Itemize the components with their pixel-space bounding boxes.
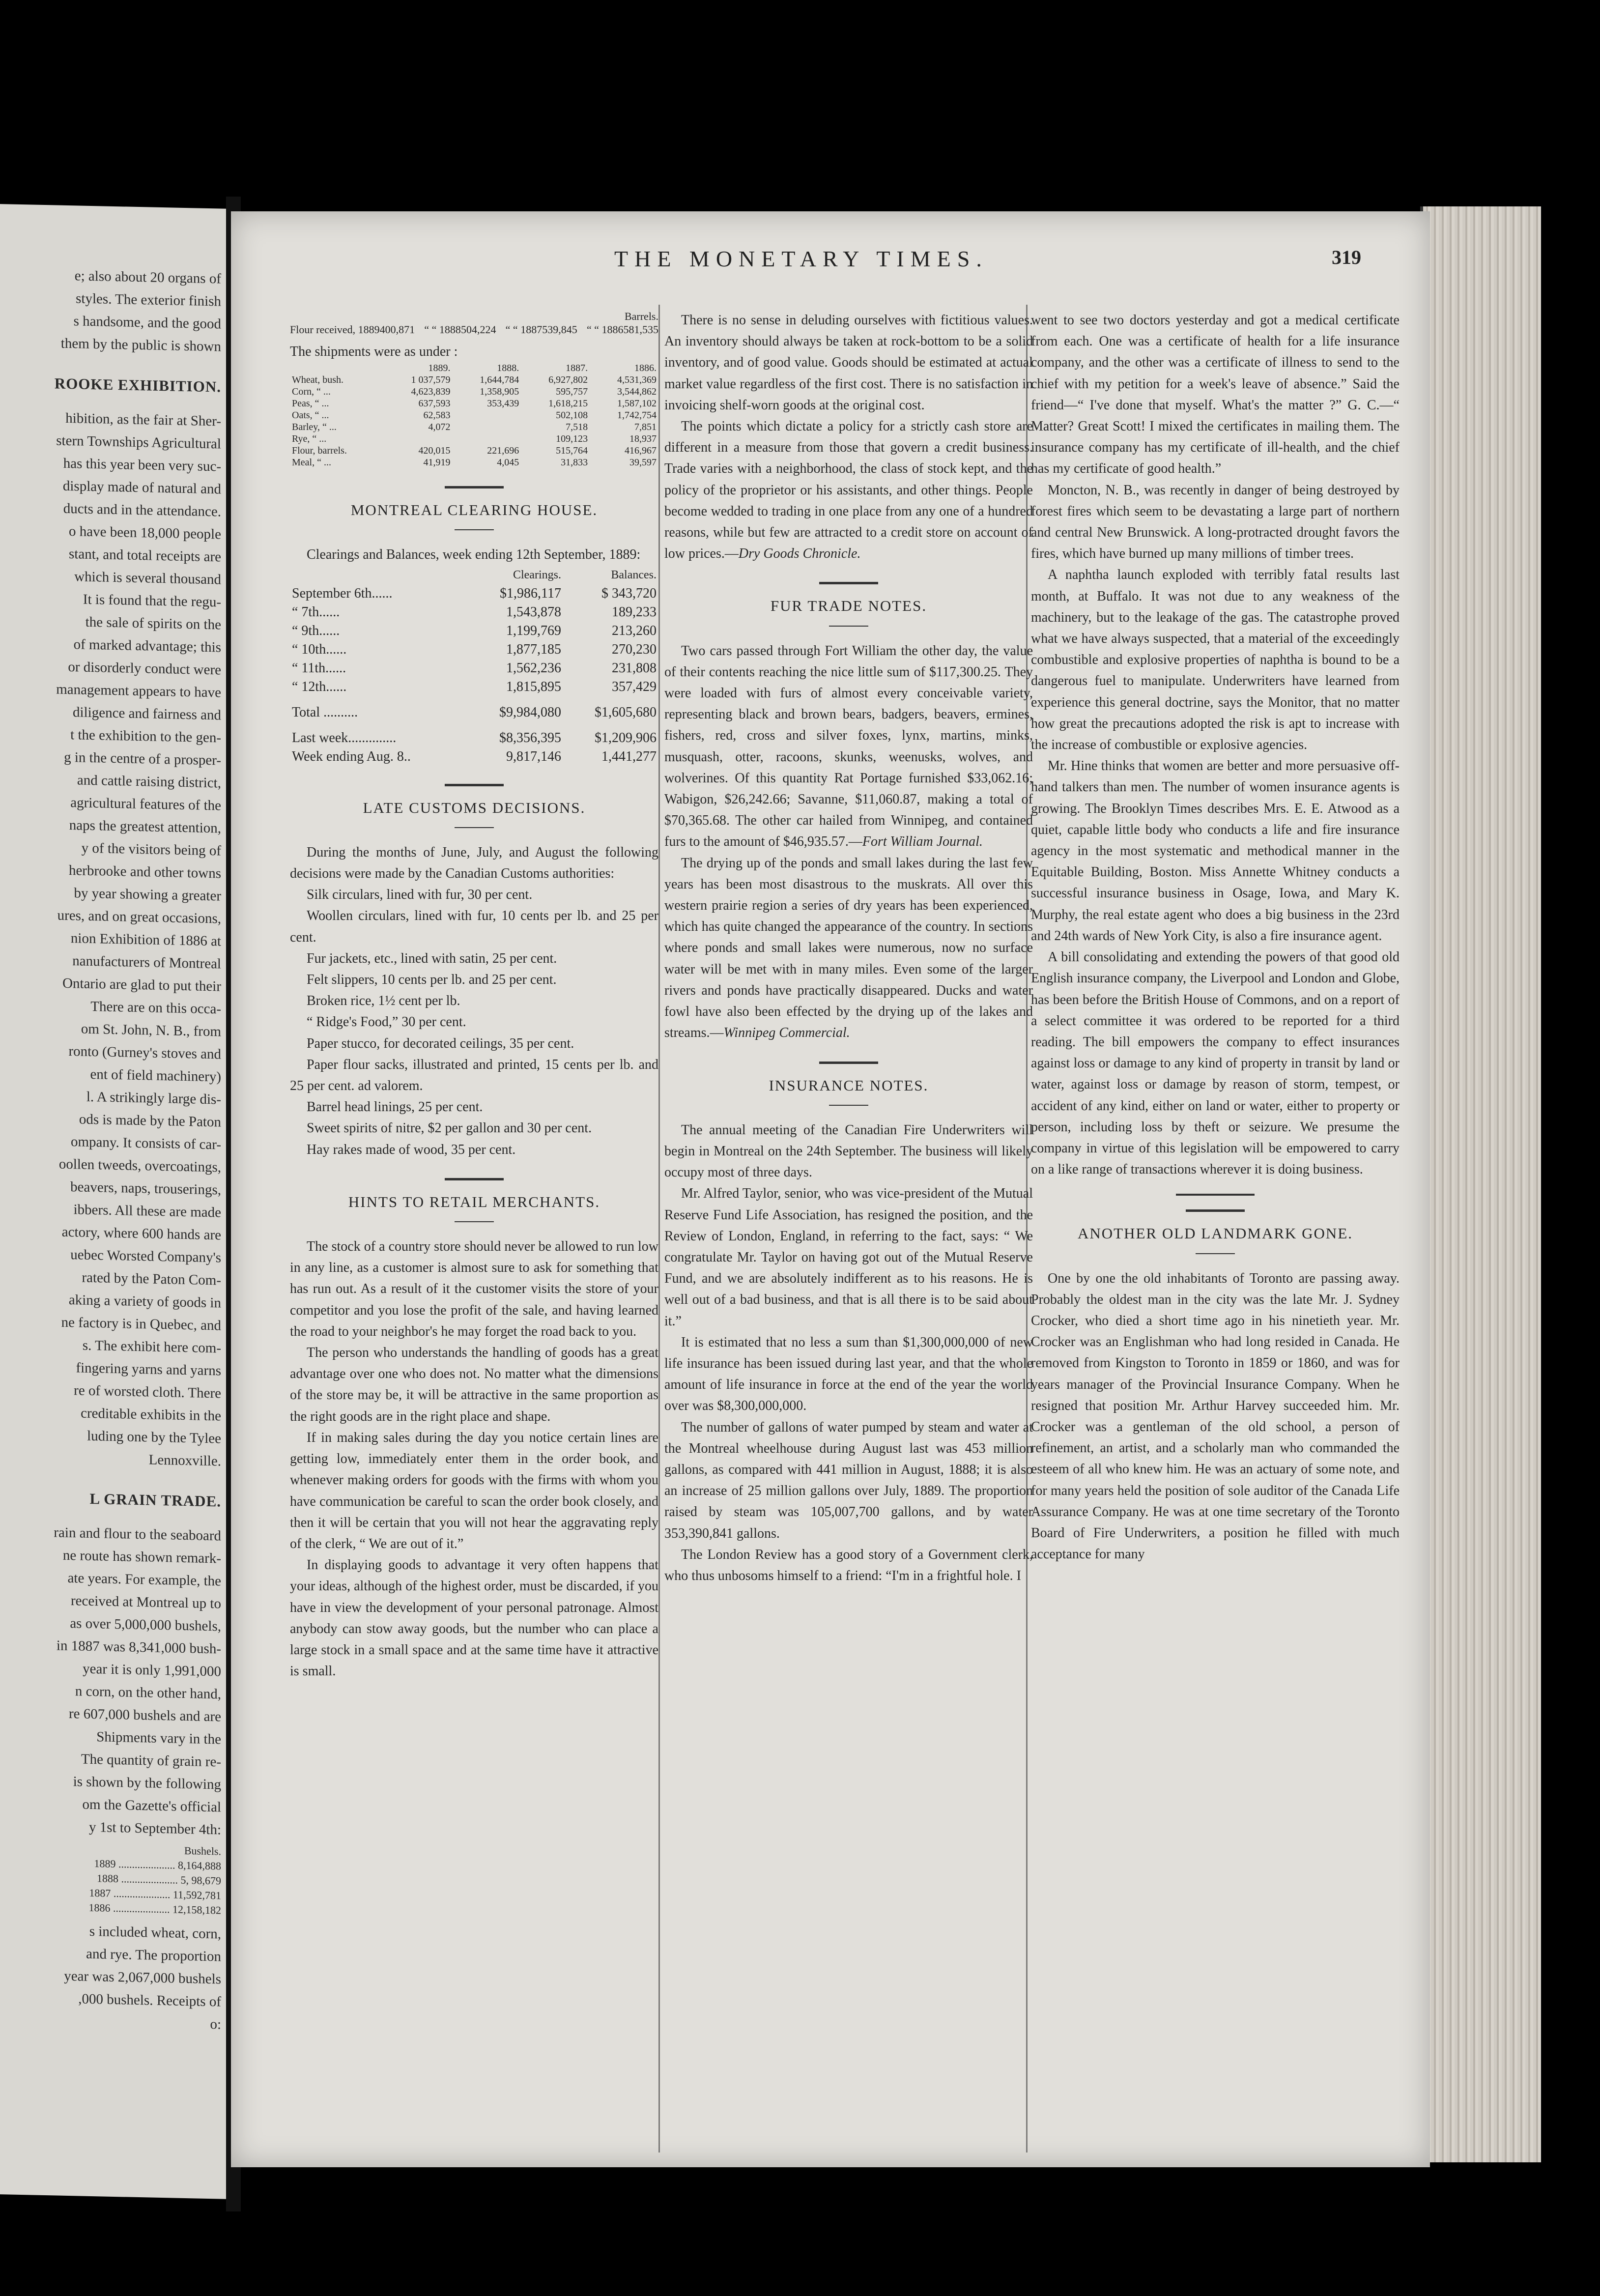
table-cell: 416,967	[625, 445, 657, 457]
table-cell: 1,358,905	[480, 386, 519, 398]
left-heading-exhibition: ROOKE EXHIBITION.	[54, 374, 221, 396]
paragraph: The London Review has a good story of a Government clerk, who thus unbosoms himself to a friend: “I'm in a frightful hole. I	[664, 1547, 1033, 1583]
left-page-line: which is several thousand	[74, 569, 221, 588]
left-page-line: rain and flour to the seaboard	[54, 1524, 221, 1544]
left-page-line: s. The exhibit here com-	[82, 1337, 221, 1356]
left-page-line: o have been 18,000 people	[68, 523, 221, 543]
paragraph-text: The drying up of the ponds and small lakes during the last few years has been most disastrous to the muskrats. All over this western prairie region a series of dry years has been experienced, which has quite changed the appearance of the country. In sections where ponds and small lakes were numerous, now no surface water will be met with in many miles. Even some of the larger rivers and ponds have practically disappeared. Ducks and water fowl have also been effected by the drying up of the lakes and streams.—	[664, 855, 1033, 1041]
table-cell: Rye, “ ...	[292, 433, 327, 445]
customs-item: Broken rice, 1½ cent per lb.	[307, 993, 460, 1009]
paragraph	[664, 853, 1033, 1044]
table-cell: 231,808	[612, 660, 657, 676]
paragraph: A bill consolidating and extending the powers of that good old English insurance company, the Liverpool and London and Globe, has been before the British House of Commons, and on a report of a select committee it was ordered to be reported for a third reading. The bill empowers the company to effect insurances against loss or damage to any kind of property in transit by land or water, against loss or damage by reason of storm, tempest, or accident of any kind, either on land or water, either to property or person, including loss by theft or seizure. We presume the company in virtue of this legislation will be empowered to carry on a like range of transactions wherever it is doing business.	[1031, 949, 1400, 1177]
left-page-line: y 1st to September 4th:	[88, 1819, 221, 1838]
paragraph: A naphtha launch exploded with terribly fatal results last month, at Buffalo. It was not due to any weakness of the machinery, but to the leakage of the gas. The catastrophe proved what we have always suspected, that a material of the exceedingly combustible and explosive properties of naphtha is bound to be a dangerous fuel to manipulate. Underwriters have learned from experience this general doctrine, says the Monitor, that no matter how great the precautions adopted the risk is apt to increase with the increase of combustible or explosive agencies.	[1031, 567, 1400, 753]
customs-item: Felt slippers, 10 cents per lb. and 25 per cent.	[307, 972, 557, 988]
table-row	[290, 421, 658, 433]
table-row	[290, 622, 658, 640]
table-header-cell: 1886.	[634, 363, 657, 374]
left-page-line: and rye. The proportion	[86, 1946, 221, 1965]
table-cell: 515,764	[556, 445, 588, 457]
paragraph: The stock of a country store should never be allowed to run low in any line, as a customer is almost sure to ask for something that has run out. As a result of it the customer visits the store of your competitor and you lose the profit of the sale, and having learned the road to your neighbor's he may forget the road back to you.	[290, 1239, 658, 1339]
left-page-line: of marked advantage; this	[73, 636, 221, 656]
flour-label: “ “ 1887	[505, 323, 543, 336]
table-cell: 637,593	[418, 398, 451, 409]
table-cell: $ 343,720	[601, 585, 657, 601]
table-row	[290, 659, 658, 678]
left-page-line: in 1887 was 8,341,000 bush-	[56, 1637, 221, 1657]
left-heading-grain-trade: L GRAIN TRADE.	[89, 1490, 221, 1510]
heading-old-landmark: ANOTHER OLD LANDMARK GONE.	[1031, 1209, 1400, 1254]
table-cell: Meal, “ ...	[292, 457, 331, 468]
left-page-line: ,000 bushels. Receipts of	[78, 1991, 221, 2010]
flour-value: 504,224	[460, 323, 496, 336]
heading-fur-trade: FUR TRADE NOTES.	[664, 582, 1033, 626]
table-row	[290, 457, 658, 468]
table-cell: 353,439	[487, 398, 519, 409]
flour-received-table	[290, 310, 658, 336]
table-cell: 1,815,895	[506, 679, 561, 694]
masthead	[231, 246, 1430, 275]
table-row	[290, 386, 658, 398]
left-page-line: rated by the Paton Com-	[82, 1269, 221, 1289]
left-page-line: l. A strikingly large dis-	[86, 1089, 221, 1108]
table-header-cell: Balances.	[611, 568, 657, 581]
left-page-line: om St. John, N. B., from	[81, 1021, 221, 1040]
left-page-line: s included wheat, corn,	[89, 1923, 221, 1942]
left-page-line: ures, and on great occasions,	[57, 907, 221, 927]
customs-item: Barrel head linings, 25 per cent.	[307, 1099, 483, 1115]
table-cell: 213,260	[612, 623, 657, 638]
left-page-line: ate years. For example, the	[67, 1570, 221, 1589]
customs-item: Woollen circulars, lined with fur, 10 cents per lb. and 25 per cent.	[290, 908, 658, 945]
table-cell: Peas, “ ...	[292, 398, 329, 409]
left-page-line: and cattle raising district,	[77, 772, 221, 791]
table-cell: 109,123	[556, 433, 588, 445]
paragraph: Mr. Hine thinks that women are better and more persuasive off-hand talkers than men. The number of women insurance agents is growing. The Brooklyn Times describes Mrs. E. E. Atwood as a quiet, capable little body who conducts a life and fire insurance agency in the most systematic and methodical manner in the Equitable Building, Boston. Miss Annette Whitney conducts a successful insurance business in Osage, Iowa, and Mary K. Murphy, the real estate agent who does a big business in the 23rd and 24th wards of New York City, is also a fire insurance agent.	[1031, 758, 1400, 944]
table-row	[290, 640, 658, 659]
left-page-line: styles. The exterior finish	[76, 290, 221, 310]
table-row	[290, 696, 658, 722]
table-cell: Barley, “ ...	[292, 422, 337, 433]
customs-item: “ Ridge's Food,” 30 per cent.	[307, 1014, 466, 1030]
heading-insurance-notes: INSURANCE NOTES.	[664, 1062, 1033, 1106]
table-cell	[452, 433, 521, 445]
left-page-line: s handsome, and the good	[73, 313, 221, 332]
left-bushels-table: Bushels. 1889 ..................... 8,164,888 1888 ..................... 5, 98,679 1887 ..................... 11,592,781 1886 ..................... 12,158,182	[88, 1844, 221, 1917]
left-page-line: aking a variety of goods in	[68, 1292, 221, 1311]
shipments-table	[290, 362, 658, 468]
paragraph: Moncton, N. B., was recently in danger of being destroyed by forest fires which seem to be devastating a large part of northern and central New Brunswick. A long-protracted drought favors the fires, which have burned up many millions of timber trees.	[1031, 482, 1400, 562]
customs-item: Paper flour sacks, illustrated and printed, 15 cents per lb. and 25 per cent. ad valorem.	[290, 1057, 658, 1094]
left-page-line: nanufacturers of Montreal	[72, 953, 221, 972]
left-page-line: management appears to have	[56, 681, 221, 701]
clearing-intro: Clearings and Balances, week ending 12th September, 1889:	[307, 547, 641, 563]
table-cell: 31,833	[561, 457, 588, 468]
table-cell: 1 037,579	[411, 374, 451, 386]
table-cell: Week ending Aug. 8..	[292, 748, 411, 764]
table-cell: 41,919	[423, 457, 451, 468]
flour-row	[587, 323, 658, 336]
left-page-line: o:	[210, 2016, 221, 2033]
clearing-table	[290, 566, 658, 766]
table-cell: 3,544,862	[617, 386, 657, 398]
table-cell: 6,927,802	[548, 374, 588, 386]
paragraph: Mr. Alfred Taylor, senior, who was vice-president of the Mutual Reserve Fund Life Association, has resigned the position, and the Review of London, England, in referring to the fact, says: “ We congratulate Mr. Taylor on having got out of the Mutual Reserve Fund, and we are absolutely indifferent as to his reasons. He is well out of a bad business, and that is all there is to be said about it.”	[664, 1186, 1033, 1329]
source-credit: Winnipeg Commercial.	[723, 1025, 850, 1041]
paragraph	[664, 416, 1033, 564]
table-cell: Flour, barrels.	[292, 445, 347, 457]
table-row	[290, 398, 658, 409]
left-page-line: fingering yarns and yarns	[76, 1360, 221, 1379]
column-rule	[658, 305, 660, 2152]
table-cell: “ 9th......	[292, 623, 340, 638]
left-page-line: Shipments vary in the	[96, 1729, 221, 1748]
left-page-line: received at Montreal up to	[71, 1593, 221, 1612]
flour-label: “ “ 1886	[586, 323, 624, 336]
table-row	[290, 603, 658, 622]
table-cell: 1,587,102	[617, 398, 657, 409]
table-row	[290, 409, 658, 421]
left-page-line: It is found that the regu-	[83, 591, 221, 610]
paragraph: If in making sales during the day you notice certain lines are getting low, immediately enter them in the order book, and whenever making orders for goods with the firms with whom you have communication be careful to scan the order book closely, and then it will be certain that you will not hear the aggravating reply of the clerk, “ We are out of it.”	[290, 1430, 658, 1551]
shipments-intro: The shipments were as under :	[290, 344, 458, 359]
source-credit: Fort William Journal.	[862, 834, 983, 850]
left-page-line: by year showing a greater	[74, 885, 221, 904]
left-page-line: luding one by the Tylee	[87, 1428, 221, 1447]
table-cell: Wheat, bush.	[292, 374, 343, 386]
table-header-cell: Clearings.	[513, 568, 561, 581]
table-cell	[384, 433, 453, 445]
flour-value: 400,871	[379, 323, 415, 336]
customs-item: Paper stucco, for decorated ceilings, 35 per cent.	[307, 1035, 574, 1051]
newspaper-page	[231, 211, 1430, 2167]
table-row	[290, 678, 658, 696]
table-cell: 1,877,185	[506, 641, 561, 657]
left-page-text	[0, 263, 221, 2036]
table-cell: 1,441,277	[601, 748, 657, 764]
left-page-line: ronto (Gurney's stoves and	[68, 1043, 221, 1062]
table-cell: Corn, “ ...	[292, 386, 331, 398]
table-row	[290, 374, 658, 386]
paragraph-continued: went to see two doctors yesterday and got a medical certificate from each. One was a certificate of health for a life insurance company, and the other was a certificate of illness to send to the chief with my petition for a week's leave of absence.” Said the friend—“ I've done that myself. What's the matter ?” G. C.—“ Matter? Great Scott! I mixed the certificates in mailing them. The insurance company has my certificate of ill-health, and the chief has my certificate of good health.”	[1031, 313, 1400, 477]
table-cell: 1,742,754	[617, 410, 657, 421]
table-cell: 4,072	[428, 422, 451, 433]
left-page-line: or disorderly conduct were	[68, 659, 221, 678]
table-cell: “ 7th......	[292, 604, 340, 620]
table-cell: $1,986,117	[499, 585, 561, 601]
heading-customs-decisions: LATE CUSTOMS DECISIONS.	[290, 784, 658, 828]
customs-item: Hay rakes made of wood, 35 per cent.	[307, 1142, 516, 1157]
left-page-line: ducts and in the attendance.	[63, 500, 221, 520]
left-page-line: agricultural features of the	[70, 795, 221, 814]
table-row	[290, 445, 658, 457]
left-page-line: the sale of spirits on the	[85, 614, 221, 633]
table-cell: 7,518	[566, 422, 588, 433]
column-2	[664, 310, 1033, 1586]
left-page-line: display made of natural and	[62, 478, 221, 497]
left-page-line: herbrooke and other towns	[68, 862, 221, 882]
table-cell: $9,984,080	[499, 704, 561, 720]
table-cell: 62,583	[423, 410, 451, 421]
table-cell	[452, 409, 521, 421]
paragraph: There is no sense in deluding ourselves with fictitious values. An inventory should always be taken at rock-bottom to be a solid inventory, and of good value. Goods should be estimated at actual market value regardless of the first cost. There is no satisfaction in invoicing shelf-worn goods at the original cost.	[664, 313, 1033, 413]
table-cell: 7,851	[634, 422, 657, 433]
paragraph-text: The points which dictate a policy for a strictly cash store are different in a measure from those that govern a credit business. Trade varies with a neighborhood, the class of stock kept, and the policy of the proprietor or his assistants, and other things. People become wedded to trading in one place from any one of a hundred reasons, while but few are attracted to a credit store on account of low prices.—	[664, 419, 1033, 562]
paragraph: The number of gallons of water pumped by steam and water at the Montreal wheelhouse during August last was 453 million gallons, as compared with 441 million in August, 1888; it is also an increase of 25 million gallons over July, 1889. The proportion raised by steam was 105,007,700 gallons, and by water 353,390,841 gallons.	[664, 1419, 1033, 1541]
table-cell: 4,531,369	[617, 374, 657, 386]
left-page-line: ompany. It consists of car-	[71, 1134, 221, 1153]
left-page-line: ods is made by the Paton	[79, 1111, 221, 1130]
left-page-line: e; also about 20 organs of	[74, 268, 221, 287]
left-page-line: The quantity of grain re-	[81, 1751, 221, 1770]
left-page-line: has this year been very suc-	[63, 455, 221, 475]
masthead-title: THE MONETARY TIMES.	[614, 246, 988, 271]
table-cell: 4,045	[497, 457, 519, 468]
left-page-line: year was 2,067,000 bushels	[64, 1968, 221, 1987]
table-header-cell: 1887.	[566, 363, 588, 374]
table-cell: 221,696	[487, 445, 519, 457]
paragraph: It is estimated that no less a sum than $1,300,000,000 of new life insurance has been issued during last year, and that the whole amount of life insurance in force at the end of the year the world over was $8,300,000,000.	[664, 1334, 1033, 1414]
table-cell: $8,356,395	[499, 730, 561, 746]
left-page-line: diligence and fairness and	[73, 704, 221, 723]
table-cell: $1,605,680	[595, 704, 657, 720]
flour-header: Barrels.	[624, 310, 658, 322]
table-cell: 357,429	[612, 679, 657, 694]
page-number: 319	[1332, 246, 1361, 268]
table-cell: 1,562,236	[506, 660, 561, 676]
table-cell: $1,209,906	[595, 730, 657, 746]
left-page-line: om the Gazette's official	[82, 1796, 221, 1815]
paragraph	[664, 640, 1033, 853]
left-page-line: stant, and total receipts are	[68, 546, 221, 565]
customs-item: Sweet spirits of nitre, $2 per gallon and 30 per cent.	[307, 1120, 592, 1136]
customs-item: Silk circulars, lined with fur, 30 per cent.	[307, 887, 533, 903]
table-cell: Total ..........	[292, 704, 358, 720]
table-cell: “ 12th......	[292, 679, 347, 694]
table-cell: “ 11th......	[292, 660, 346, 676]
left-page-line: g in the centre of a prosper-	[64, 749, 221, 769]
left-page-line: n corn, on the other hand,	[75, 1683, 221, 1702]
table-cell: 189,233	[612, 604, 657, 620]
table-cell: 420,015	[418, 445, 451, 457]
table-row	[290, 584, 658, 603]
customs-item: Fur jackets, etc., lined with satin, 25 per cent.	[307, 950, 557, 966]
left-page-line: ibbers. All these are made	[73, 1202, 221, 1221]
column-3	[1031, 310, 1400, 1565]
flour-value: 581,535	[623, 323, 658, 336]
flour-row	[290, 323, 415, 336]
left-page-line: ent of field machinery)	[90, 1066, 221, 1085]
left-page-line: Ontario are glad to put their	[62, 975, 221, 995]
table-header-cell: 1889.	[428, 363, 451, 374]
left-page-line: ne route has shown remark-	[62, 1547, 221, 1567]
left-page-line: stern Townships Agricultural	[56, 432, 221, 452]
paragraph-text: Two cars passed through Fort William the other day, the value of their contents reaching the nice little sum of $117,300.25. They were loaded with furs of almost every conceivable variety, representing black and brown bears, badgers, beavers, ermines, fishers, red, cross and silver foxes, lynx, martins, minks, musquash, otter, racoons, skunks, weenusks, wolves, and wolverines. Of this quantity Rat Portage furnished $33,062.16; Wabigon, $26,242.66; Savanne, $11,060.87, making a total of $70,365.68. The other car hailed from Winnipeg, and contained furs to the amount of $46,935.57.—	[664, 643, 1033, 850]
left-page-line: There are on this occa-	[90, 998, 221, 1017]
left-page-line: re 607,000 bushels and are	[68, 1706, 221, 1725]
table-cell: 39,597	[629, 457, 657, 468]
left-page-line: oollen tweeds, overcoatings,	[58, 1156, 221, 1176]
paragraph: In displaying goods to advantage it very often happens that your ideas, although of the highest order, must be discarded, if you have in view the development of your personal patronage. Almost anybody can stow away goods, but the number who can place a large stock in a small space and at the same time have it attractive is small.	[290, 1557, 658, 1679]
table-header-cell	[290, 362, 384, 374]
heading-hints-retail: HINTS TO RETAIL MERCHANTS.	[290, 1178, 658, 1222]
table-cell: 1,199,769	[506, 623, 561, 638]
table-cell: 1,618,215	[548, 398, 588, 409]
left-page-line: ne factory is in Quebec, and	[61, 1314, 221, 1334]
table-cell: 9,817,146	[506, 748, 561, 764]
left-page-line: year it is only 1,991,000	[83, 1661, 221, 1680]
flour-row	[424, 323, 496, 336]
paragraph: The person who understands the handling of goods has a great advantage over one who does not. No matter what the dimensions of the store may be, it will be attractive in the same proportion as the right goods are in the right place and shape.	[290, 1345, 658, 1424]
table-header-cell	[290, 566, 468, 584]
page-stack-edge	[1420, 206, 1541, 2162]
left-page-line: is shown by the following	[73, 1774, 221, 1793]
flour-label: Flour received, 1889	[290, 323, 380, 336]
left-page-line: creditable exhibits in the	[81, 1405, 221, 1424]
left-page-line: beavers, naps, trouserings,	[70, 1179, 221, 1198]
column-1	[290, 310, 658, 1682]
table-cell: 1,543,878	[506, 604, 561, 620]
source-credit: Dry Goods Chronicle.	[738, 546, 861, 562]
paragraph: One by one the old inhabitants of Toronto are passing away. Probably the oldest man in the city was the late Mr. J. Sydney Crocker, who died a short time ago in his ninetieth year. Mr. Crocker was an Englishman who had long resided in Canada. He removed from Kingston to Toronto in 1859 or 1860, and was for years manager of the Provincial Insurance Company. When he resigned that position Mr. Arthur Harvey succeeded him. Mr. Crocker was a gentleman of the old school, a person of refinement, an artist, and a scholarly man who commanded the esteem of all who knew him. He was an actuary of some note, and for many years held the position of sole auditor of the Canada Life Assurance Company. He was at one time secretary of the Toronto Board of Fire Underwriters, a position he filled with much acceptance for many	[1031, 1270, 1400, 1562]
table-cell: 270,230	[612, 641, 657, 657]
table-cell: September 6th......	[292, 585, 393, 601]
left-page-line: uebec Worsted Company's	[70, 1247, 221, 1266]
flour-row	[506, 323, 577, 336]
left-page-line: naps the greatest attention,	[69, 817, 221, 836]
section-rule	[1176, 1194, 1255, 1196]
left-page-line: Lennoxville.	[148, 1452, 221, 1469]
flour-value: 539,845	[542, 323, 577, 336]
table-cell: 18,937	[629, 433, 657, 445]
table-cell: 595,757	[556, 386, 588, 398]
table-cell	[452, 421, 521, 433]
paragraph: The annual meeting of the Canadian Fire Underwriters will begin in Montreal on the 24th September. The business will likely occupy most of three days.	[664, 1122, 1033, 1180]
customs-intro: During the months of June, July, and August the following decisions were made by the Canadian Customs authorities:	[290, 844, 658, 882]
heading-clearing-house: MONTREAL CLEARING HOUSE.	[290, 486, 658, 530]
table-cell: 502,108	[556, 410, 588, 421]
table-cell: Last week..............	[292, 730, 397, 746]
table-cell: 4,623,839	[411, 386, 451, 398]
left-page-line: y of the visitors being of	[81, 840, 221, 859]
left-page-line: as over 5,000,000 bushels,	[70, 1615, 221, 1635]
table-row	[290, 433, 658, 445]
flour-label: “ “ 1888	[424, 323, 461, 336]
table-row	[290, 747, 658, 766]
left-page-line: actory, where 600 hands are	[61, 1224, 221, 1243]
left-page-line: hibition, as the fair at Sher-	[65, 410, 221, 430]
left-page-line: re of worsted cloth. There	[74, 1382, 221, 1402]
left-page-line: nion Exhibition of 1886 at	[70, 930, 221, 949]
left-facing-page	[0, 204, 230, 2199]
left-page-line: t the exhibition to the gen-	[70, 727, 221, 746]
left-page-line: them by the public is shown	[60, 335, 221, 355]
table-cell: “ 10th......	[292, 641, 347, 657]
table-header-cell: 1888.	[497, 363, 519, 374]
table-cell: 1,644,784	[480, 374, 519, 386]
table-row	[290, 722, 658, 747]
table-cell: Oats, “ ...	[292, 410, 329, 421]
